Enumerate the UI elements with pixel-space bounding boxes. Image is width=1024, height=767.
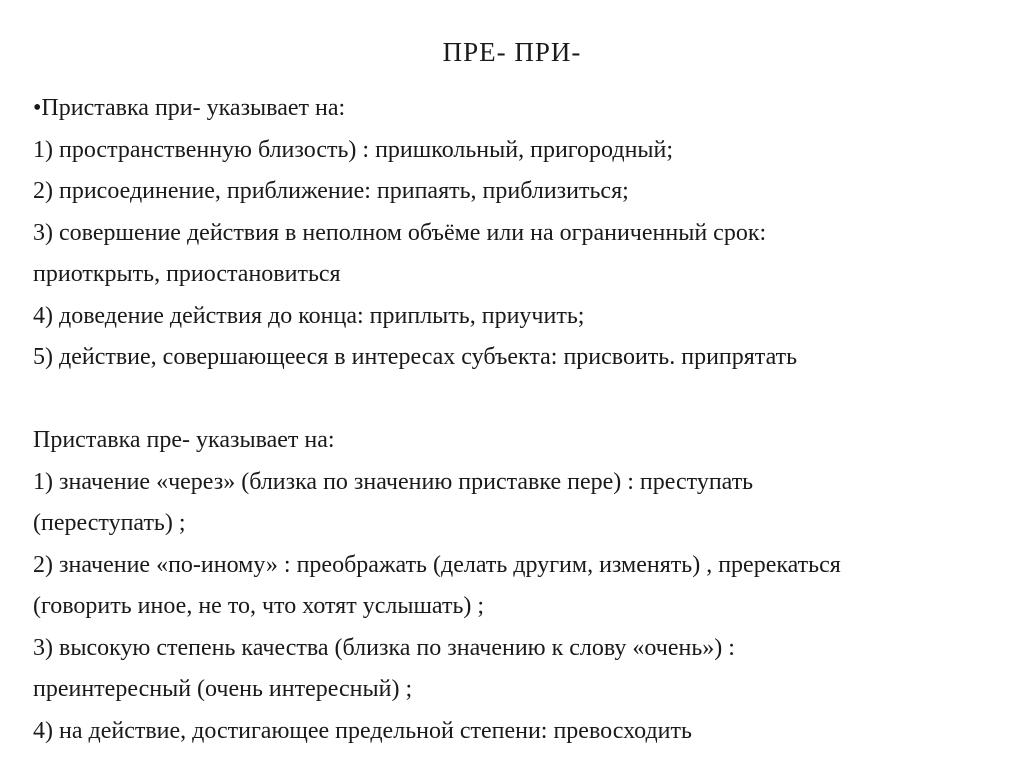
pre-line: преинтересный (очень интересный) ; bbox=[33, 676, 413, 702]
pre-line: 2) значение «по-иному» : преображать (делать другим, изменять) , пререкаться bbox=[33, 551, 841, 578]
pre-line: 4) на действие, достигающее предельной степени: превосходить bbox=[33, 717, 692, 744]
pre-line: (говорить иное, не то, что хотят услышать) ; bbox=[33, 593, 485, 619]
section-spacer bbox=[33, 379, 1008, 421]
pre-line: (переступать) ; bbox=[33, 510, 186, 536]
pri-line: приоткрыть, приостановиться bbox=[33, 261, 341, 287]
section-pre-heading: Приставка пре- указывает на: bbox=[33, 427, 335, 453]
pri-line: 1) пространственную близость) : пришкольный, пригородный; bbox=[33, 136, 674, 163]
section-pri-heading: •Приставка при- указывает на: bbox=[33, 95, 346, 121]
pre-line: 1) значение «через» (близка по значению приставке пере) : преступать bbox=[33, 468, 754, 495]
pri-line: 2) присоединение, приближение: припаять, приблизиться; bbox=[33, 178, 629, 204]
pre-line: 3) высокую степень качества (близка по значению к слову «очень») : bbox=[33, 634, 735, 661]
pri-line: 4) доведение действия до конца: приплыть, приучить; bbox=[33, 302, 585, 329]
pri-line: 3) совершение действия в неполном объёме или на ограниченный срок: bbox=[33, 219, 767, 246]
slide-content bbox=[33, 88, 1008, 752]
slide-title: ПРЕ- ПРИ- bbox=[442, 37, 582, 67]
pri-line: 5) действие, совершающееся в интересах субъекта: присвоить. припрятать bbox=[33, 344, 798, 370]
